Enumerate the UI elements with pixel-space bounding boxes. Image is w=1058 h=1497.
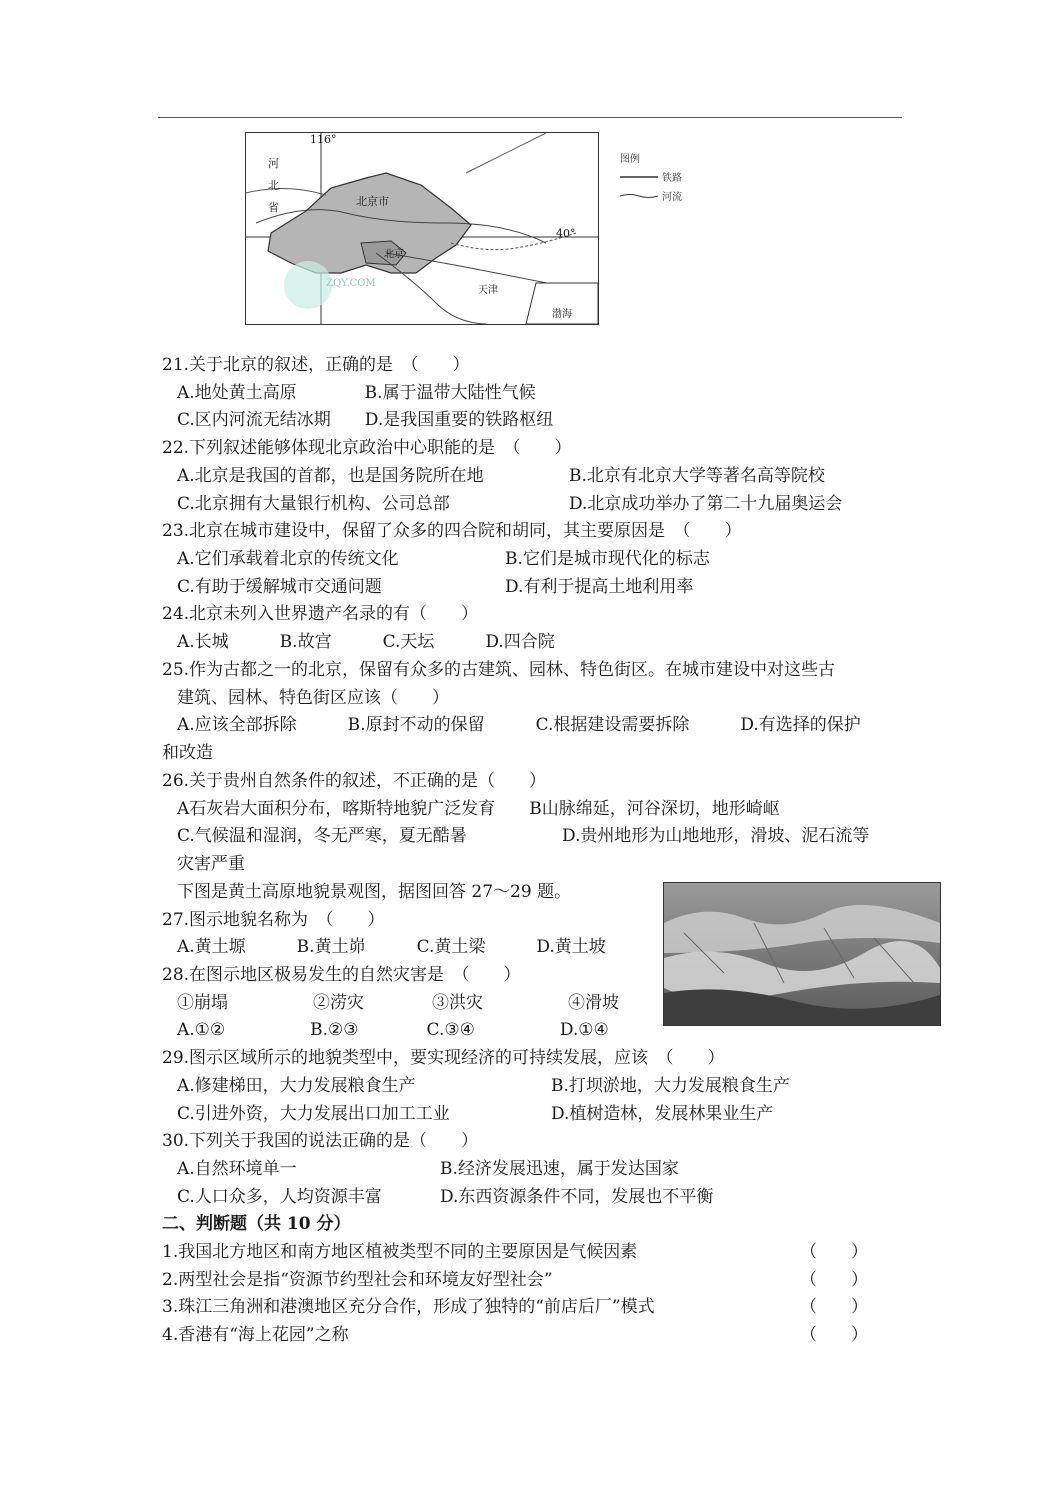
judge-3: 3.珠江三角洲和港澳地区充分合作，形成了独特的“前店后厂”模式 xyxy=(162,1297,655,1317)
q25-stem: 25.作为古都之一的北京，保留有众多的古建筑、园林、特色街区。在城市建设中对这些古 xyxy=(162,660,836,680)
section-judge-title: 二、判断题（共 10 分） xyxy=(162,1214,351,1234)
q29-stem: 29.图示区域所示的地貌类型中，要实现经济的可持续发展，应该 （ ） xyxy=(162,1048,725,1068)
q21-options-ab: A.地处黄土高原 B.属于温带大陆性气候 xyxy=(177,383,536,403)
judge-4-paren: （ ） xyxy=(800,1325,868,1345)
q26-option-c: C.气候温和湿润，冬无严寒，夏无酷暑 xyxy=(177,826,467,846)
q29-option-a: A.修建梯田，大力发展粮食生产 xyxy=(177,1076,416,1096)
judge-3-paren: （ ） xyxy=(800,1297,868,1317)
q23-option-a: A.它们承载着北京的传统文化 xyxy=(177,549,399,569)
q25-options: A.应该全部拆除 B.原封不动的保留 C.根据建设需要拆除 D.有选择的保护 xyxy=(177,715,861,735)
judge-1-paren: （ ） xyxy=(800,1242,868,1262)
q21-stem: 21.关于北京的叙述，正确的是 （ ） xyxy=(162,355,470,375)
legend-title: 图例 xyxy=(620,154,640,165)
legend-river-label: 河流 xyxy=(662,192,682,203)
tianjin-label: 天津 xyxy=(478,285,498,296)
watermark-logo xyxy=(284,261,332,309)
q30-option-b: B.经济发展迅速，属于发达国家 xyxy=(440,1159,679,1179)
q22-option-a: A.北京是我国的首都，也是国务院所在地 xyxy=(177,466,484,486)
beijing-map xyxy=(245,132,599,325)
beijing-label: 北京 xyxy=(384,249,404,260)
judge-4: 4.香港有“海上花园”之称 xyxy=(162,1325,349,1345)
q23-stem: 23.北京在城市建设中，保留了众多的四合院和胡同，其主要原因是 （ ） xyxy=(162,521,742,541)
q30-option-a: A.自然环境单一 xyxy=(177,1159,297,1179)
lon-label: 116° xyxy=(310,133,337,146)
q24-options: A.长城 B.故宫 C.天坛 D.四合院 xyxy=(177,632,555,652)
q23-option-b: B.它们是城市现代化的标志 xyxy=(505,549,710,569)
legend-rail-label: 铁路 xyxy=(662,173,682,184)
q29-option-b: B.打坝淤地，大力发展粮食生产 xyxy=(551,1076,790,1096)
map-legend xyxy=(620,150,682,203)
watermark-text: ZQY.COM xyxy=(326,278,376,289)
bohai-label: 渤海 xyxy=(552,309,572,320)
q30-option-c: C.人口众多，人均资源丰富 xyxy=(177,1187,382,1207)
q22-stem: 22.下列叙述能够体现北京政治中心职能的是 （ ） xyxy=(162,438,572,458)
q30-option-d: D.东西资源条件不同，发展也不平衡 xyxy=(440,1187,714,1207)
q28-items: ①崩塌 ②涝灾 ③洪灾 ④滑坡 xyxy=(177,993,619,1013)
photo-drawing xyxy=(664,883,940,1025)
legend-river xyxy=(620,188,682,203)
q30-stem: 30.下列关于我国的说法正确的是（ ） xyxy=(162,1131,479,1151)
q26-stem: 26.关于贵州自然条件的叙述，不正确的是（ ） xyxy=(162,771,547,791)
beijing-city-label: 北京市 xyxy=(356,195,389,208)
q28-stem: 28.在图示地区极易发生的自然灾害是 （ ） xyxy=(162,965,521,985)
river-line xyxy=(246,188,326,195)
judge-2-paren: （ ） xyxy=(800,1270,868,1290)
province-label: 河 北 省 xyxy=(268,157,279,214)
judge-2: 2.两型社会是指“资源节约型社会和环境友好型社会” xyxy=(162,1270,553,1290)
q23-option-d: D.有利于提高土地利用率 xyxy=(505,577,694,597)
legend-rail xyxy=(620,169,682,184)
map-drawing xyxy=(246,133,598,324)
q25-options-cont: 和改造 xyxy=(162,743,213,763)
q22-option-c: C.北京拥有大量银行机构、公司总部 xyxy=(177,494,450,514)
river-legend-icon xyxy=(620,193,658,199)
rail-legend-icon xyxy=(620,174,658,180)
q22-option-d: D.北京成功举办了第二十九届奥运会 xyxy=(569,494,843,514)
loess-plateau-photo xyxy=(663,882,941,1026)
q26-options-ab: A石灰岩大面积分布，喀斯特地貌广泛发育 B山脉绵延，河谷深切，地形崎岖 xyxy=(177,799,780,819)
q25-stem-cont: 建筑、园林、特色街区应该（ ） xyxy=(177,688,449,708)
q26-option-d-cont: 灾害严重 xyxy=(177,854,245,874)
q24-stem: 24.北京未列入世界遗产名录的有（ ） xyxy=(162,604,479,624)
judge-1: 1.我国北方地区和南方地区植被类型不同的主要原因是气候因素 xyxy=(162,1242,638,1262)
q23-option-c: C.有助于缓解城市交通问题 xyxy=(177,577,382,597)
river-line xyxy=(466,133,546,173)
q29-option-c: C.引进外资，大力发展出口加工工业 xyxy=(177,1104,450,1124)
header-rule xyxy=(158,117,902,118)
photo-intro: 下图是黄土高原地貌景观图，据图回答 27～29 题。 xyxy=(177,882,572,902)
q27-options: A.黄土塬 B.黄土峁 C.黄土梁 D.黄土坡 xyxy=(177,937,606,957)
q28-options: A.①② B.②③ C.③④ D.①④ xyxy=(177,1020,609,1040)
q27-stem: 27.图示地貌名称为 （ ） xyxy=(162,910,385,930)
lat-label: 40° xyxy=(556,227,576,240)
q21-options-cd: C.区内河流无结冰期 D.是我国重要的铁路枢纽 xyxy=(177,410,554,430)
q26-option-d: D.贵州地形为山地地形，滑坡、泥石流等 xyxy=(562,826,870,846)
q22-option-b: B.北京有北京大学等著名高等院校 xyxy=(569,466,825,486)
q29-option-d: D.植树造林，发展林果业生产 xyxy=(551,1104,774,1124)
